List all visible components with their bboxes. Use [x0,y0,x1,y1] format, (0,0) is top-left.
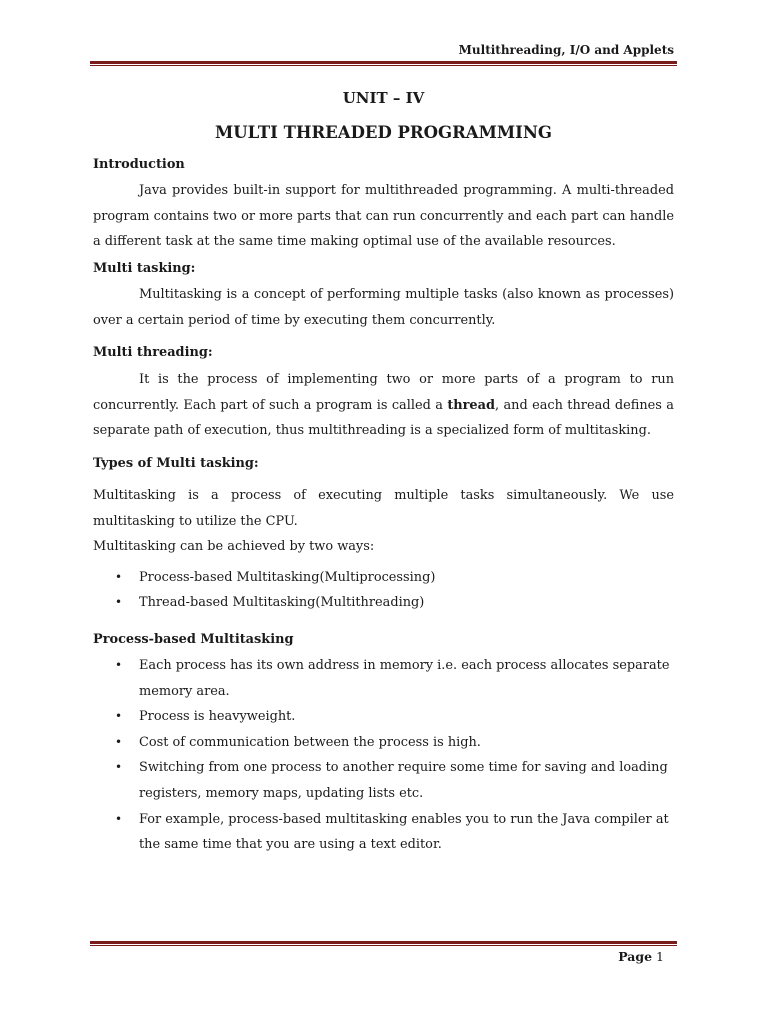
section-heading: Process-based Multitasking [93,632,294,647]
paragraph [93,367,674,444]
list-item: • Each process has its own address in memory i.e. each process allocates separate memory area. [93,653,674,704]
list-item: • Process-based Multitasking(Multiprocessing) [93,565,674,591]
bullet-icon: • [115,811,123,826]
page-title: MULTI THREADED PROGRAMMING [214,123,553,142]
section-introduction [93,155,674,255]
running-header: Multithreading, I/O and Applets [458,43,674,57]
page-label: Page [618,949,653,964]
section-heading: Introduction [93,157,185,172]
list-item: • Switching from one process to another require some time for saving and loading registers, memory maps, updating lists etc. [93,755,674,806]
header-rule [90,61,677,66]
bold-term: thread [447,397,495,413]
text-run: , and each thread defines a separate path of execution, thus multithreading is a specialized form of multitasking. [93,397,674,439]
list-item: • For example, process-based multitasking enables you to run the Java compiler at the same time that you are using a text editor. [93,807,674,858]
bullet-icon: • [115,658,123,672]
process-based-list [93,653,674,858]
section-heading: Multi tasking: [93,261,196,276]
unit-title: UNIT – IV [342,89,425,107]
section-process-based [93,630,674,858]
section-heading: Multi threading: [93,345,213,360]
paragraph: Java provides built-in support for multithreaded programming. A multi-threaded program contains two or more parts that can run concurrently and each part can handle a different task at the same time making optimal use of the available resources. [93,183,674,250]
list-item: • Thread-based Multitasking(Multithreading) [93,590,674,616]
section-heading: Types of Multi tasking: [93,456,259,471]
text-run: It is the process of implementing two or more parts of a program to run concurrently. Each part of such a program is called a [93,372,674,413]
section-multitasking [93,259,674,333]
bullet-icon: • [115,734,123,749]
footer-rule [90,941,677,946]
section-multithreading [93,343,674,444]
bullet-icon: • [115,760,123,775]
page-number [93,949,664,964]
bullet-icon: • [115,595,123,610]
bullet-icon: • [115,569,123,584]
paragraph: Multitasking is a concept of performing multiple tasks (also known as processes) over a certain period of time by executing them concurrently. [93,287,674,328]
types-list [93,565,674,616]
bullet-icon: • [115,709,123,724]
list-item: • Cost of communication between the process is high. [93,730,674,756]
section-types [93,454,674,616]
paragraph: Multitasking can be achieved by two ways: [93,539,375,555]
page-number-value: 1 [656,949,664,964]
list-item: • Process is heavyweight. [93,704,674,730]
paragraph: Multitasking is a process of executing multiple tasks simultaneously. We use multitasking to utilize the CPU. [93,488,674,529]
